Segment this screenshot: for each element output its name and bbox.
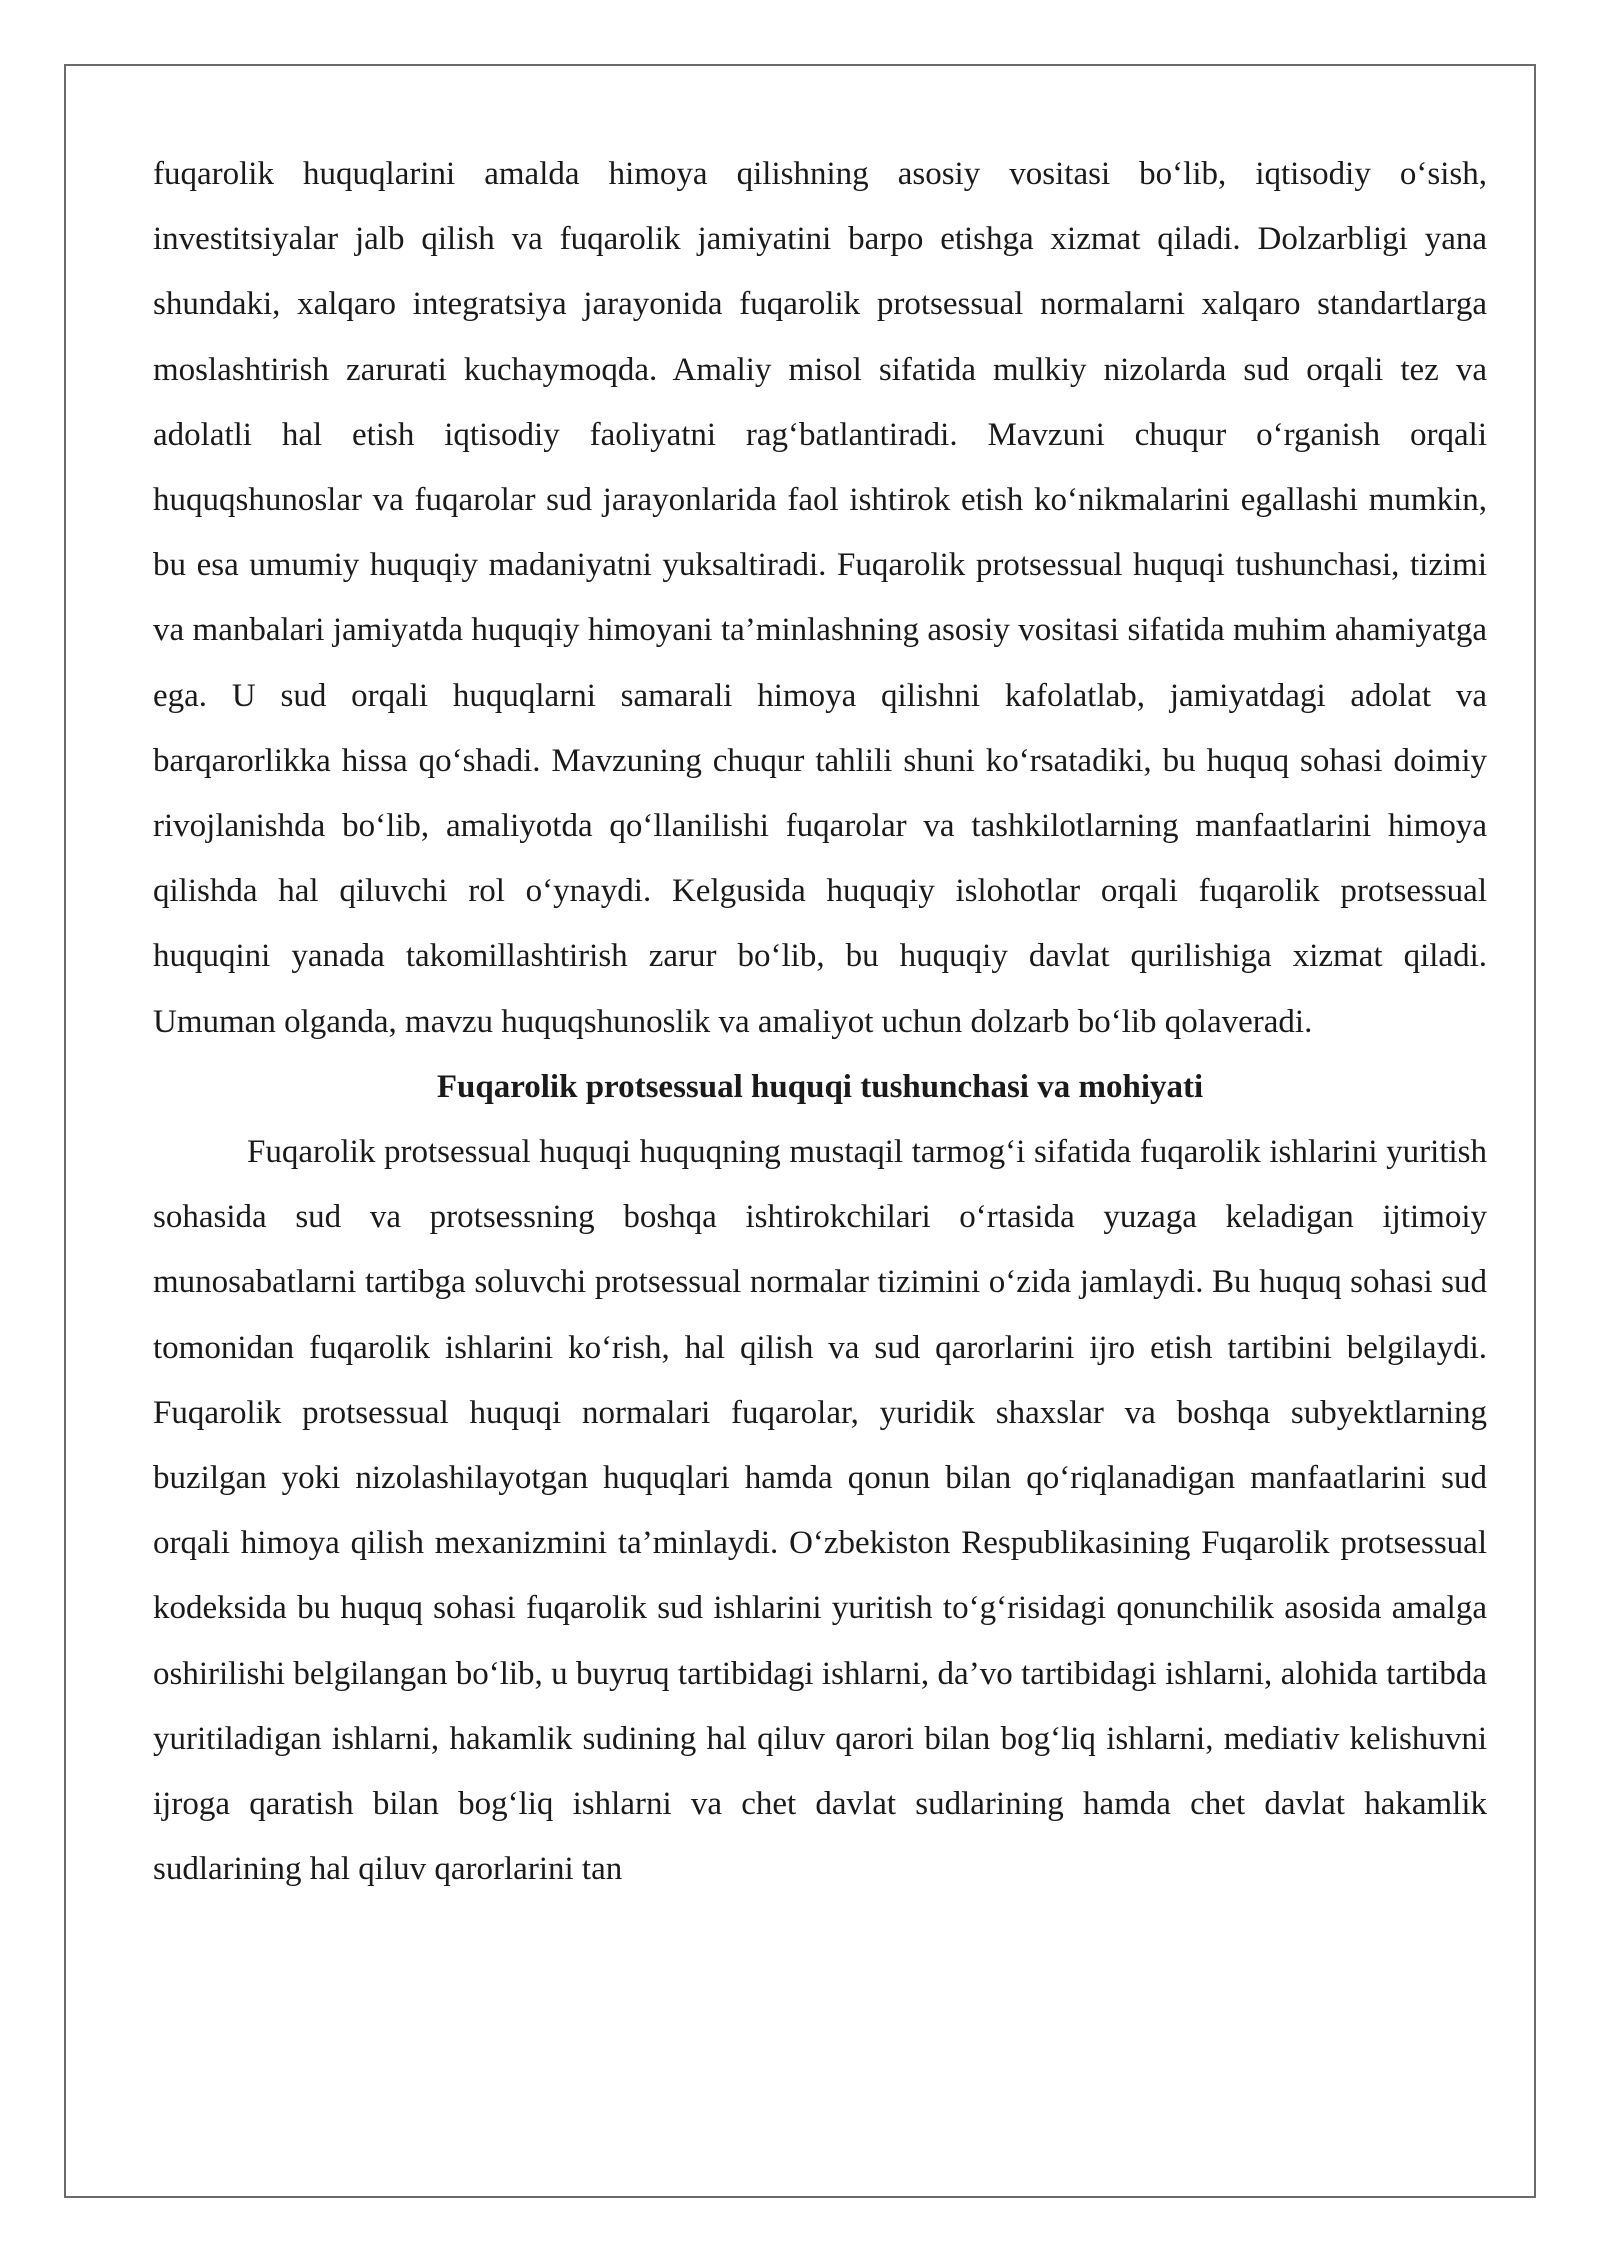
- document-body: [153, 142, 1487, 1902]
- section-heading: Fuqarolik protsessual huquqi tushunchasi va mohiyati: [436, 1068, 1204, 1105]
- body-paragraph: Fuqarolik protsessual huquqi huquqning mustaqil tarmog‘i sifatida fuqarolik ishlarini yuritish sohasida sud va protsessning boshqa ishtirokchilari o‘rtasida yuzaga keladigan ijtimoiy munosabatlarni tartibga soluvchi protsessual normalar tizimini o‘zida jamlaydi. Bu huquq sohasi sud tomonidan fuqarolik ishlarini ko‘rish, hal qilish va sud qarorlarini ijro etish tartibini belgilaydi. Fuqarolik protsessual huquqi normalari fuqarolar, yuridik shaxslar va boshqa subyektlarning buzilgan yoki nizolashilayotgan huquqlari hamda qonun bilan qo‘riqlanadigan manfaatlarini sud orqali himoya qilish mexanizmini ta’minlaydi. O‘zbekiston Respublikasining Fuqarolik protsessual kodeksida bu huquq sohasi fuqarolik sud ishlarini yuritish to‘g‘risidagi qonunchilik asosida amalga oshirilishi belgilangan bo‘lib, u buyruq tartibidagi ishlarni, da’vo tartibidagi ishlarni, alohida tartibda yuritiladigan ishlarni, hakamlik sudining hal qiluv qarori bilan bog‘liq ishlarni, mediativ kelishuvni ijroga qaratish bilan bog‘liq ishlarni va chet davlat sudlarining hamda chet davlat hakamlik sudlarining hal qiluv qarorlarini tan: [153, 1134, 1487, 1888]
- body-paragraph-continued: fuqarolik huquqlarini amalda himoya qilishning asosiy vositasi bo‘lib, iqtisodiy o‘sish, investitsiyalar jalb qilish va fuqarolik jamiyatini barpo etishga xizmat qiladi. Dolzarbligi yana shundaki, xalqaro integratsiya jarayonida fuqarolik protsessual normalarni xalqaro standartlarga moslashtirish zarurati kuchaymoqda. Amaliy misol sifatida mulkiy nizolarda sud orqali tez va adolatli hal etish iqtisodiy faoliyatni rag‘batlantiradi. Mavzuni chuqur o‘rganish orqali huquqshunoslar va fuqarolar sud jarayonlarida faol ishtirok etish ko‘nikmalarini egallashi mumkin, bu esa umumiy huquqiy madaniyatni yuksaltiradi. Fuqarolik protsessual huquqi tushunchasi, tizimi va manbalari jamiyatda huquqiy himoyani ta’minlashning asosiy vositasi sifatida muhim ahamiyatga ega. U sud orqali huquqlarni samarali himoya qilishni kafolatlab, jamiyatdagi adolat va barqarorlikka hissa qo‘shadi. Mavzuning chuqur tahlili shuni ko‘rsatadiki, bu huquq sohasi doimiy rivojlanishda bo‘lib, amaliyotda qo‘llanilishi fuqarolar va tashkilotlarning manfaatlarini himoya qilishda hal qiluvchi rol o‘ynaydi. Kelgusida huquqiy islohotlar orqali fuqarolik protsessual huquqini yanada takomillashtirish zarur bo‘lib, bu huquqiy davlat qurilishiga xizmat qiladi. Umuman olganda, mavzu huquqshunoslik va amaliyot uchun dolzarb bo‘lib qolaveradi.: [153, 156, 1487, 1040]
